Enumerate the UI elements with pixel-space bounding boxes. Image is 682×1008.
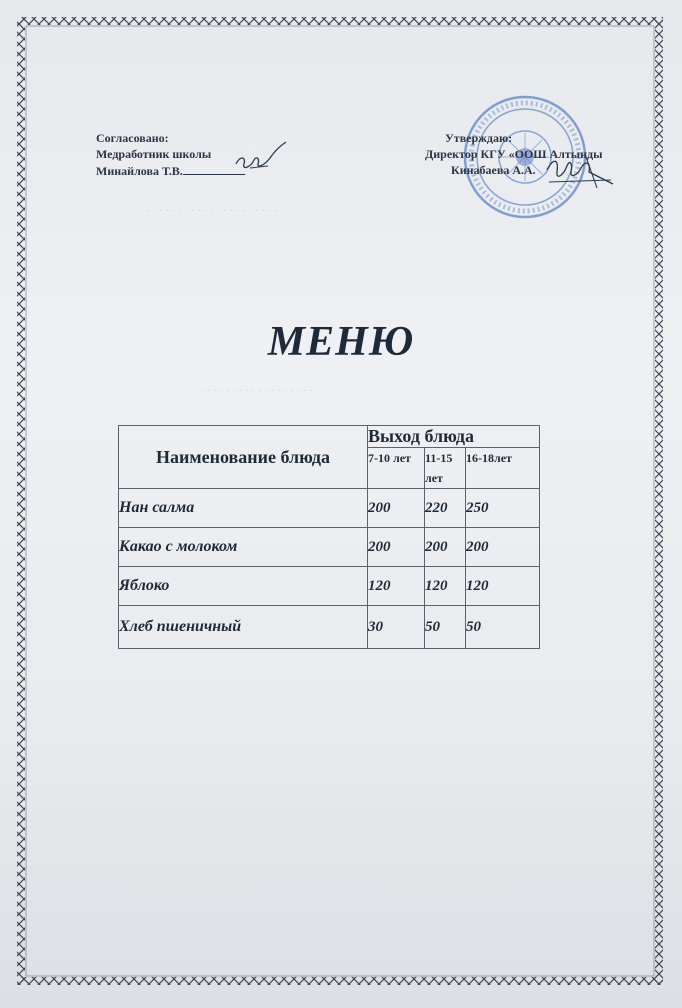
table-row: [119, 567, 540, 606]
table-row: [119, 606, 540, 649]
dish-name: Нан салма: [119, 489, 368, 528]
approval-block: [96, 130, 245, 179]
approve-name: Кинабаева А.А.: [451, 163, 536, 177]
yield-value: 30: [368, 606, 425, 649]
yield-value: 50: [425, 606, 466, 649]
age-group-header: 16-18лет: [466, 448, 540, 489]
yield-value: 200: [368, 528, 425, 567]
table-row: [119, 528, 540, 567]
yield-value: 220: [425, 489, 466, 528]
dish-name: Какао с молоком: [119, 528, 368, 567]
yield-value: 200: [466, 528, 540, 567]
approval-name: Минайлова Т.В.: [96, 164, 183, 178]
yield-value: 120: [425, 567, 466, 606]
yield-value: 120: [368, 567, 425, 606]
age-group-header: 7-10 лет: [368, 448, 425, 489]
approval-role: Медработник школы: [96, 147, 212, 161]
yield-value: 50: [466, 606, 540, 649]
signature-icon: [230, 138, 290, 178]
yield-value: 200: [368, 489, 425, 528]
signature-icon: [545, 150, 615, 190]
yield-value: 250: [466, 489, 540, 528]
column-header-yield: Выход блюда: [368, 426, 540, 448]
approve-label: Утверждаю:: [445, 131, 513, 145]
column-header-name: Наименование блюда: [119, 426, 368, 489]
dish-name: Хлеб пшеничный: [119, 606, 368, 649]
dish-name: Яблоко: [119, 567, 368, 606]
yield-value: 200: [425, 528, 466, 567]
yield-value: 120: [466, 567, 540, 606]
age-group-header: 11-15 лет: [425, 448, 466, 489]
approval-label: Согласовано:: [96, 131, 169, 145]
approve-role: Директор КГУ «ООШ Алтынды: [425, 147, 603, 161]
bleed-through-text: · · · · · · · · · · · · · · · · · · · · · ·: [140, 205, 279, 217]
bleed-through-text: · · · · · · · · · · · · · · · · · ·: [200, 385, 313, 397]
page-title: МЕНЮ: [267, 319, 415, 365]
menu-table: [118, 425, 540, 649]
table-row: [119, 489, 540, 528]
